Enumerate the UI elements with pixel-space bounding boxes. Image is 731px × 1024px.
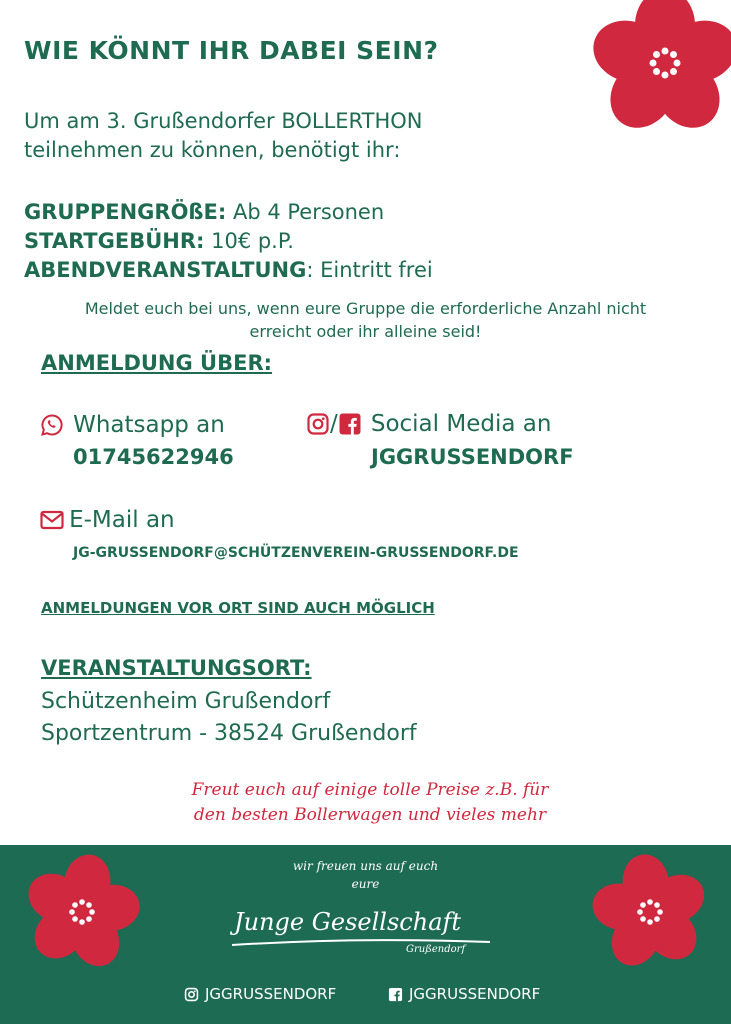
whatsapp-contact (40, 412, 234, 469)
page-title: WIE KÖNNT IHR DABEI SEIN? (24, 36, 439, 65)
requirements-list (24, 198, 433, 285)
intro-line-1: Um am 3. Grußendorfer BOLLERTHON (24, 109, 423, 133)
intro-line-2: teilnehmen zu können, benötigt ihr: (24, 138, 401, 162)
email-label: E-Mail an (69, 507, 175, 533)
group-note: Meldet euch bei uns, wenn eure Gruppe die erforderliche Anzahl nicht erreicht oder ihr alleine seid! (84, 299, 647, 341)
logo (234, 908, 466, 955)
social-separator: / (330, 411, 338, 437)
registration-heading: ANMELDUNG ÜBER: (41, 351, 273, 375)
requirement-group-size: GRUPPENGRÖßE: Ab 4 Personen (24, 200, 385, 224)
footer-instagram[interactable] (184, 985, 336, 1003)
requirement-start-fee: STARTGEBÜHR: 10€ p.P. (24, 229, 294, 253)
mail-icon (40, 510, 64, 530)
on-site-registration-note: ANMELDUNGEN VOR ORT SIND AUCH MÖGLICH (41, 599, 435, 617)
footer-facebook-handle: JGGRUSSENDORF (409, 985, 541, 1003)
whatsapp-number[interactable]: 01745622946 (73, 445, 234, 469)
whatsapp-icon (40, 413, 64, 437)
instagram-icon (306, 412, 330, 436)
footer-facebook[interactable] (388, 985, 540, 1003)
intro-text (24, 107, 422, 165)
requirement-evening-event: ABENDVERANSTALTUNG: Eintritt frei (24, 258, 433, 282)
facebook-icon (338, 412, 362, 436)
social-contact (306, 411, 574, 469)
venue-heading: VERANSTALTUNGSORT: (41, 656, 312, 680)
footer-instagram-handle: JGGRUSSENDORF (205, 985, 337, 1003)
email-address[interactable]: JG-GRUSSENDORF@SCHÜTZENVEREIN-GRUSSENDORF.DE (73, 545, 519, 561)
prizes-note: Freut euch auf einige tolle Preise z.B. für den besten Bollerwagen und vieles mehr (191, 780, 549, 825)
logo-sub-text: Grußendorf (406, 944, 466, 955)
instagram-icon (184, 987, 199, 1002)
social-label: Social Media an (370, 411, 552, 437)
whatsapp-label: Whatsapp an (73, 412, 225, 438)
facebook-icon (388, 987, 403, 1002)
venue-address: Schützenheim Grußendorf Sportzentrum - 38524 Grußendorf (41, 689, 417, 746)
email-contact (40, 507, 175, 533)
social-handle[interactable]: JGGRUSSENDORF (371, 445, 574, 469)
footer-greeting: wir freuen uns auf euch eure (292, 859, 439, 891)
logo-main-text: Junge Gesellschaft (234, 908, 462, 936)
flower-icon (590, 0, 731, 138)
